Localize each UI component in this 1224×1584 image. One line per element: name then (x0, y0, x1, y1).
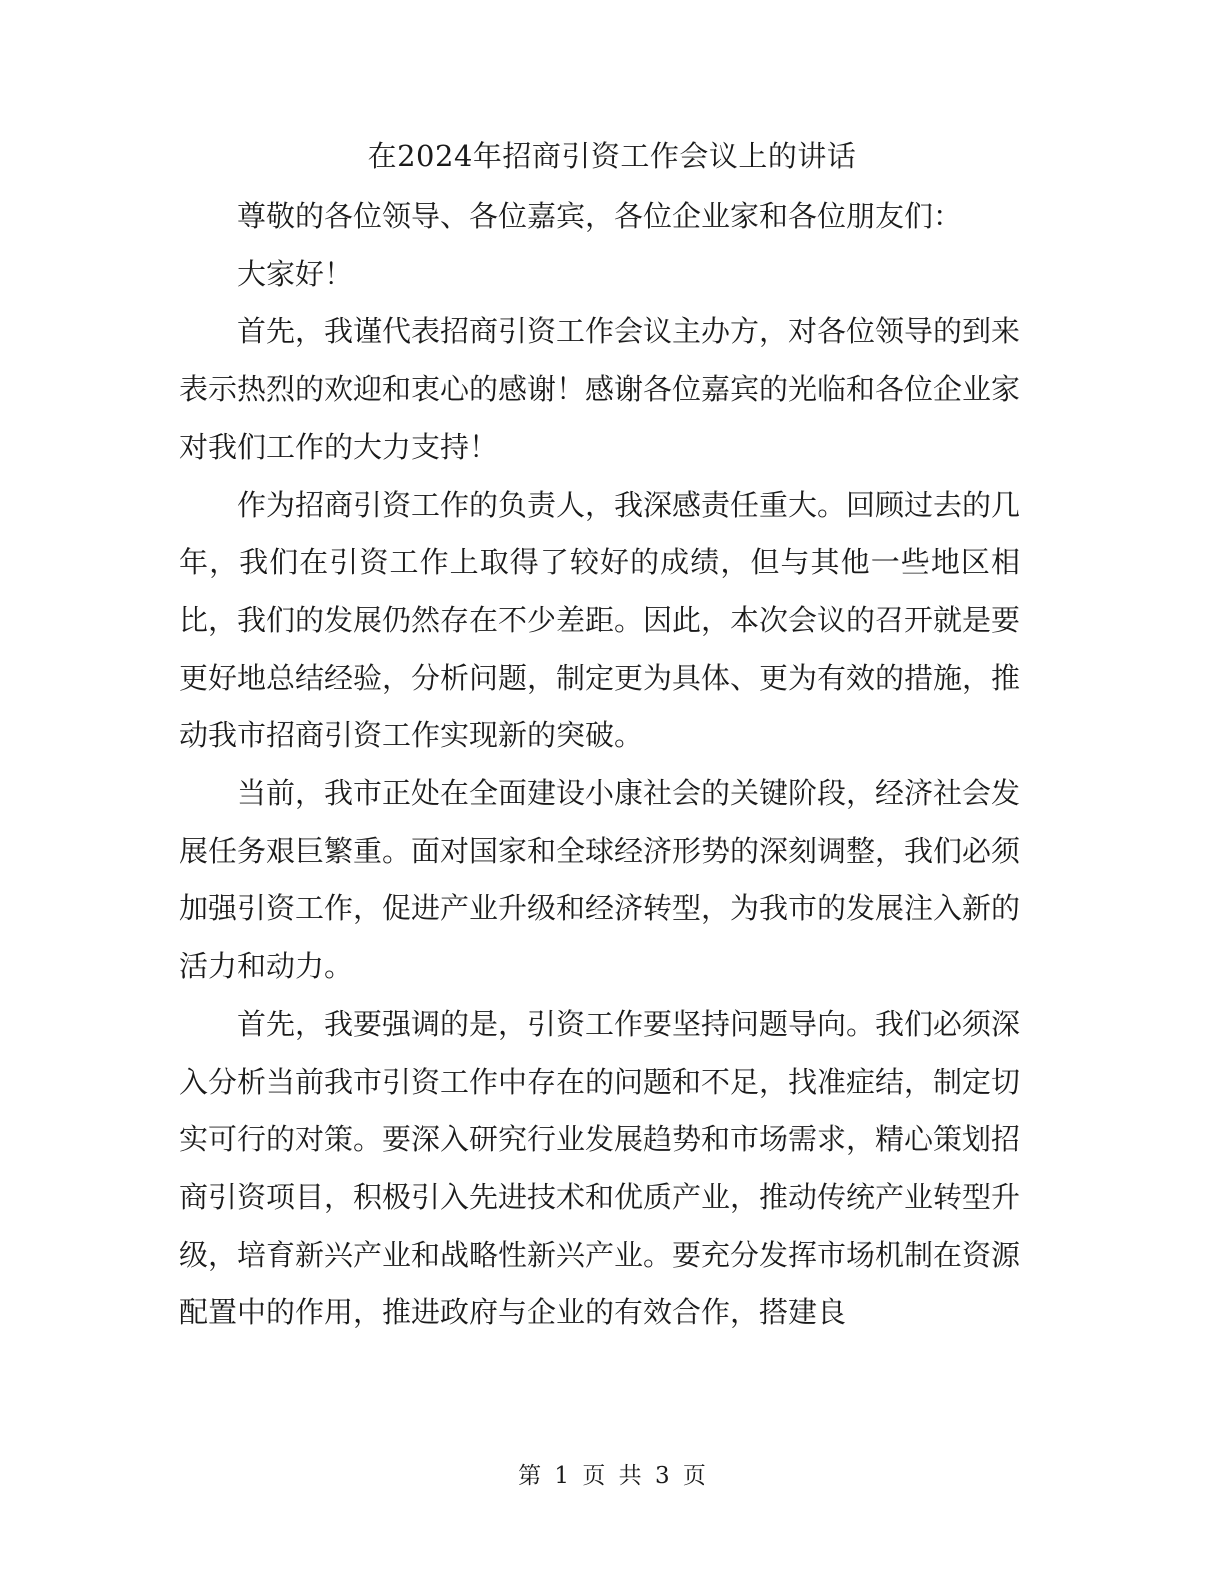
body-paragraph: 首先，我要强调的是，引资工作要坚持问题导向。我们必须深入分析当前我市引资工作中存在的问题和不足，找准症结，制定切实可行的对策。要深入研究行业发展趋势和市场需求，精心策划招商引资项目，积极引入先进技术和优质产业，推动传统产业转型升级，培育新兴产业和战略性新兴产业。要充分发挥市场机制在资源配置中的作用，推进政府与企业的有效合作，搭建良 (179, 1006, 1021, 1330)
greeting-paragraph: 大家好！ (237, 256, 354, 291)
page-number-footer: 第 1 页 共 3 页 (518, 1463, 706, 1489)
document-body (179, 188, 1020, 1342)
document-title: 在2024年招商引资工作会议上的讲话 (367, 139, 857, 173)
body-paragraph: 当前，我市正处在全面建设小康社会的关键阶段，经济社会发展任务艰巨繁重。面对国家和全球经济形势的深刻调整，我们必须加强引资工作，促进产业升级和经济转型，为我市的发展注入新的活力和动力。 (179, 776, 1021, 984)
body-paragraph: 作为招商引资工作的负责人，我深感责任重大。回顾过去的几年，我们在引资工作上取得了较好的成绩，但与其他一些地区相比，我们的发展仍然存在不少差距。因此，本次会议的召开就是要更好地总结经验，分析问题，制定更为具体、更为有效的措施，推动我市招商引资工作实现新的突破。 (179, 487, 1021, 753)
body-paragraph: 首先，我谨代表招商引资工作会议主办方，对各位领导的到来表示热烈的欢迎和衷心的感谢！感谢各位嘉宾的光临和各位企业家对我们工作的大力支持！ (179, 314, 1021, 464)
salutation-paragraph: 尊敬的各位领导、各位嘉宾，各位企业家和各位朋友们： (237, 199, 963, 233)
